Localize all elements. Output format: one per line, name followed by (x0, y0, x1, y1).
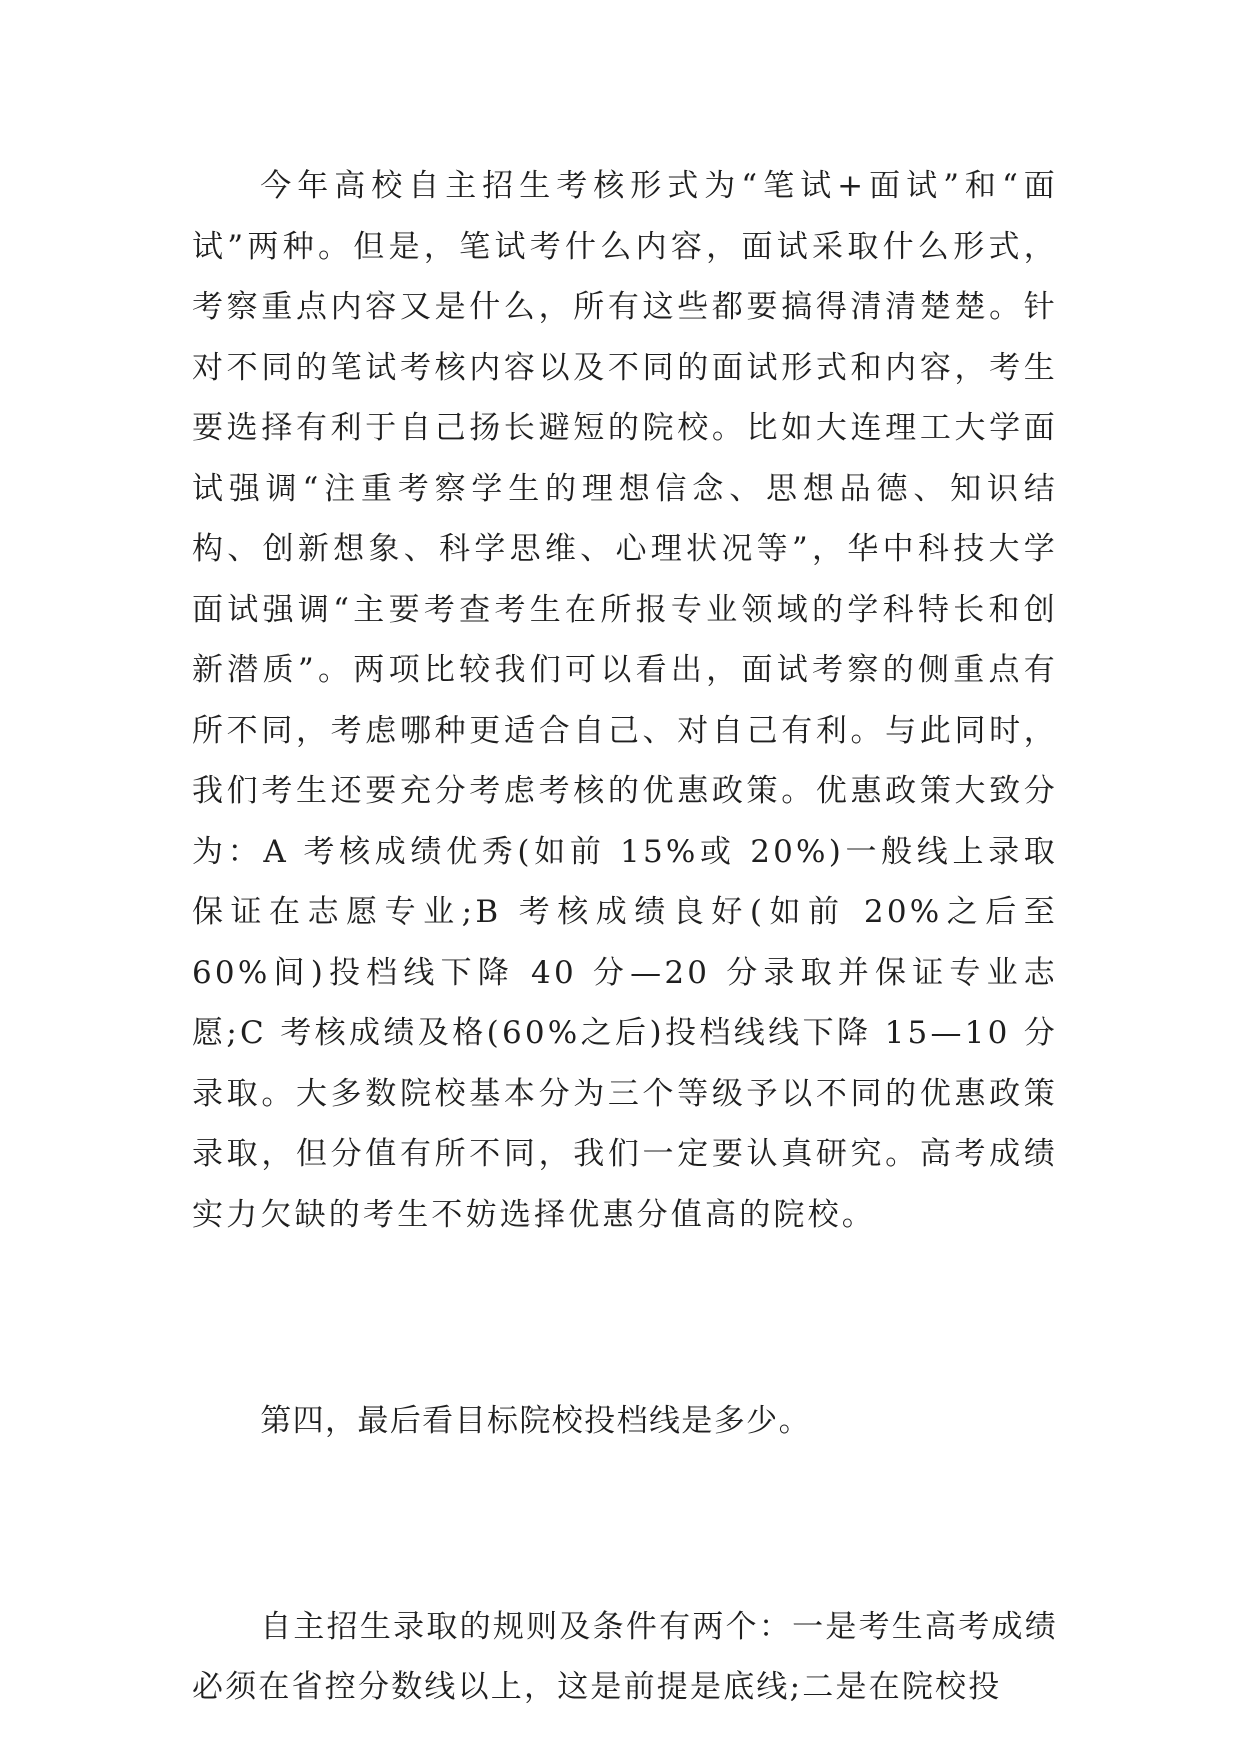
paragraph-exam-forms: 今年高校自主招生考核形式为“笔试+面试”和“面试”两种。但是，笔试考什么内容，面试采取什么形式，考察重点内容又是什么，所有这些都要搞得清清楚楚。针对不同的笔试考核内容以及不同的面试形式和内容，考生要选择有利于自己扬长避短的院校。比如大连理工大学面试强调“注重考察学生的理想信念、思想品德、知识结构、创新想象、科学思维、心理状况等”，华中科技大学面试强调“主要考查考生在所报专业领域的学科特长和创新潜质”。两项比较我们可以看出，面试考察的侧重点有所不同，考虑哪种更适合自己、对自己有利。与此同时，我们考生还要充分考虑考核的优惠政策。优惠政策大致分为：A 考核成绩优秀(如前 15%或 20%)一般线上录取保证在志愿专业;B 考核成绩良好(如前 20%之后至 60%间)投档线下降 40 分—20 分录取并保证专业志愿;C 考核成绩及格(60%之后)投档线线下降 15—10 分录取。大多数院校基本分为三个等级予以不同的优惠政策录取，但分值有所不同，我们一定要认真研究。高考成绩实力欠缺的考生不妨选择优惠分值高的院校。 (192, 168, 1058, 1233)
paragraph-spacer (192, 1452, 1058, 1597)
document-body (192, 156, 1058, 1718)
paragraph-spacer (192, 1245, 1058, 1391)
paragraph-section-four: 第四，最后看目标院校投档线是多少。 (260, 1403, 811, 1439)
paragraph-admission-rules: 自主招生录取的规则及条件有两个：一是考生高考成绩必须在省控分数线以上，这是前提是底线;二是在院校投 (192, 1608, 1058, 1705)
